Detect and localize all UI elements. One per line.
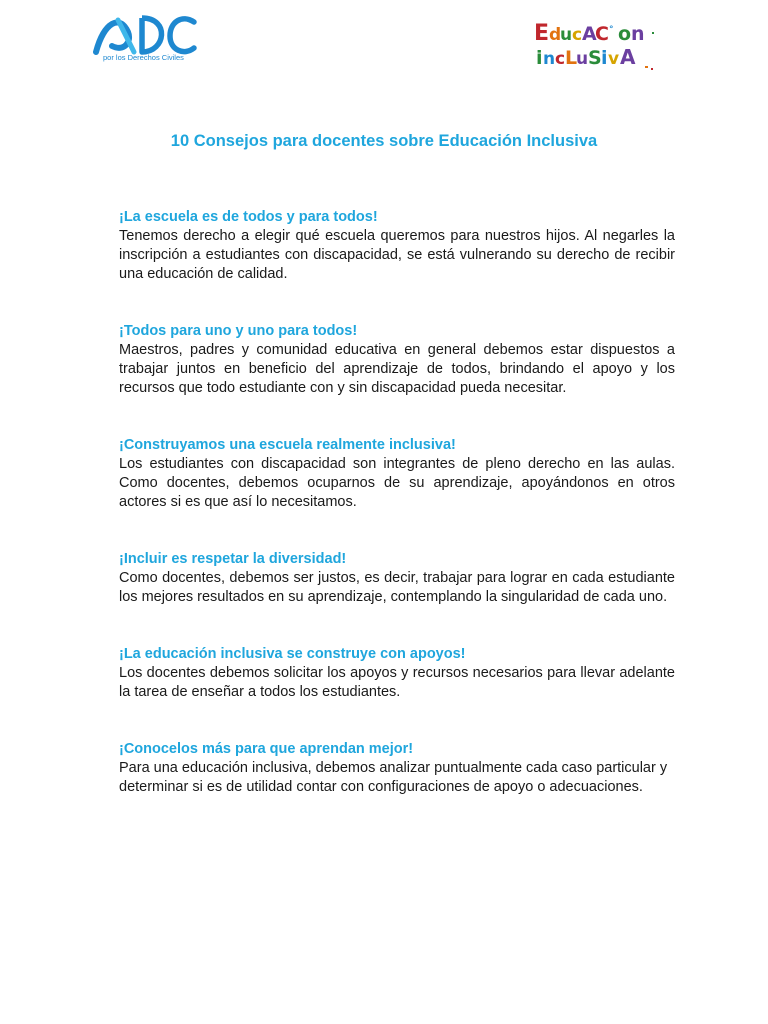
educacion-inclusiva-logo (532, 14, 664, 72)
svg-text:o: o (618, 23, 632, 45)
tip (119, 645, 675, 702)
svg-text:n: n (631, 23, 645, 45)
svg-text:C: C (595, 23, 609, 45)
tip-heading: ¡Todos para uno y uno para todos! (119, 323, 358, 339)
adc-tagline: por los Derechos Civiles (103, 53, 184, 62)
tips-list (119, 208, 675, 797)
tip (119, 322, 675, 398)
tip-body: Tenemos derecho a elegir qué escuela queremos para nuestros hijos. Al negarles la inscripción a estudiantes con discapacidad, se está vulnerando su derecho de recibir una educación de calidad. (119, 228, 675, 282)
adc-logo (90, 12, 200, 72)
svg-text:i: i (536, 47, 543, 69)
tip-heading: ¡La educación inclusiva se construye con apoyos! (119, 646, 466, 662)
page-title: 10 Consejos para docentes sobre Educación Inclusiva (170, 132, 598, 150)
tip-heading: ¡La escuela es de todos y para todos! (119, 209, 378, 225)
svg-text:c: c (572, 25, 583, 45)
svg-text:n: n (543, 49, 556, 69)
educacion-inclusiva-logo-mark (532, 14, 664, 72)
svg-text:u: u (576, 49, 589, 69)
svg-text:A: A (582, 23, 597, 45)
tip (119, 550, 675, 607)
tip-heading: ¡Conocelos más para que aprendan mejor! (119, 741, 414, 757)
svg-text:d: d (549, 25, 562, 45)
svg-text:i: i (601, 47, 608, 69)
tip-heading: ¡Incluir es respetar la diversidad! (119, 551, 347, 567)
svg-text:v: v (608, 49, 620, 69)
tip-body: Como docentes, debemos ser justos, es decir, trabajar para lograr en cada estudiante los mejores resultados en su aprendizaje, contemplando la singularidad de cada uno. (119, 570, 675, 605)
svg-text:E: E (534, 21, 550, 46)
tip-body: Maestros, padres y comunidad educativa en general debemos estar dispuestos a trabajar juntos en beneficio del aprendizaje de todos, brindando el apoyo y los recursos que todo estudiante con y sin discapacidad pueda necesitar. (119, 342, 675, 396)
svg-text:L: L (565, 47, 578, 69)
tip-body: Para una educación inclusiva, debemos analizar puntualmente cada caso particular y determinar si es de utilidad contar con configuraciones de apoyo o adecuaciones. (119, 760, 668, 795)
tip (119, 208, 675, 284)
tip-heading: ¡Construyamos una escuela realmente inclusiva! (119, 437, 456, 453)
svg-text:c: c (555, 49, 566, 69)
tip (119, 740, 675, 797)
tip-body: Los estudiantes con discapacidad son integrantes de pleno derecho en las aulas. Como docentes, debemos ocuparnos de su aprendizaje, apoyándonos en otros actores si es que así lo necesitamos. (119, 456, 675, 510)
svg-text:A: A (620, 45, 636, 69)
tip-body: Los docentes debemos solicitar los apoyos y recursos necesarios para llevar adelante la tarea de enseñar a todos los estudiantes. (119, 665, 675, 700)
svg-text:°: ° (609, 25, 614, 35)
svg-text:u: u (560, 25, 573, 45)
adc-logo-mark (90, 12, 200, 56)
svg-text:S: S (588, 47, 602, 69)
tip (119, 436, 675, 512)
page-header (0, 0, 768, 90)
